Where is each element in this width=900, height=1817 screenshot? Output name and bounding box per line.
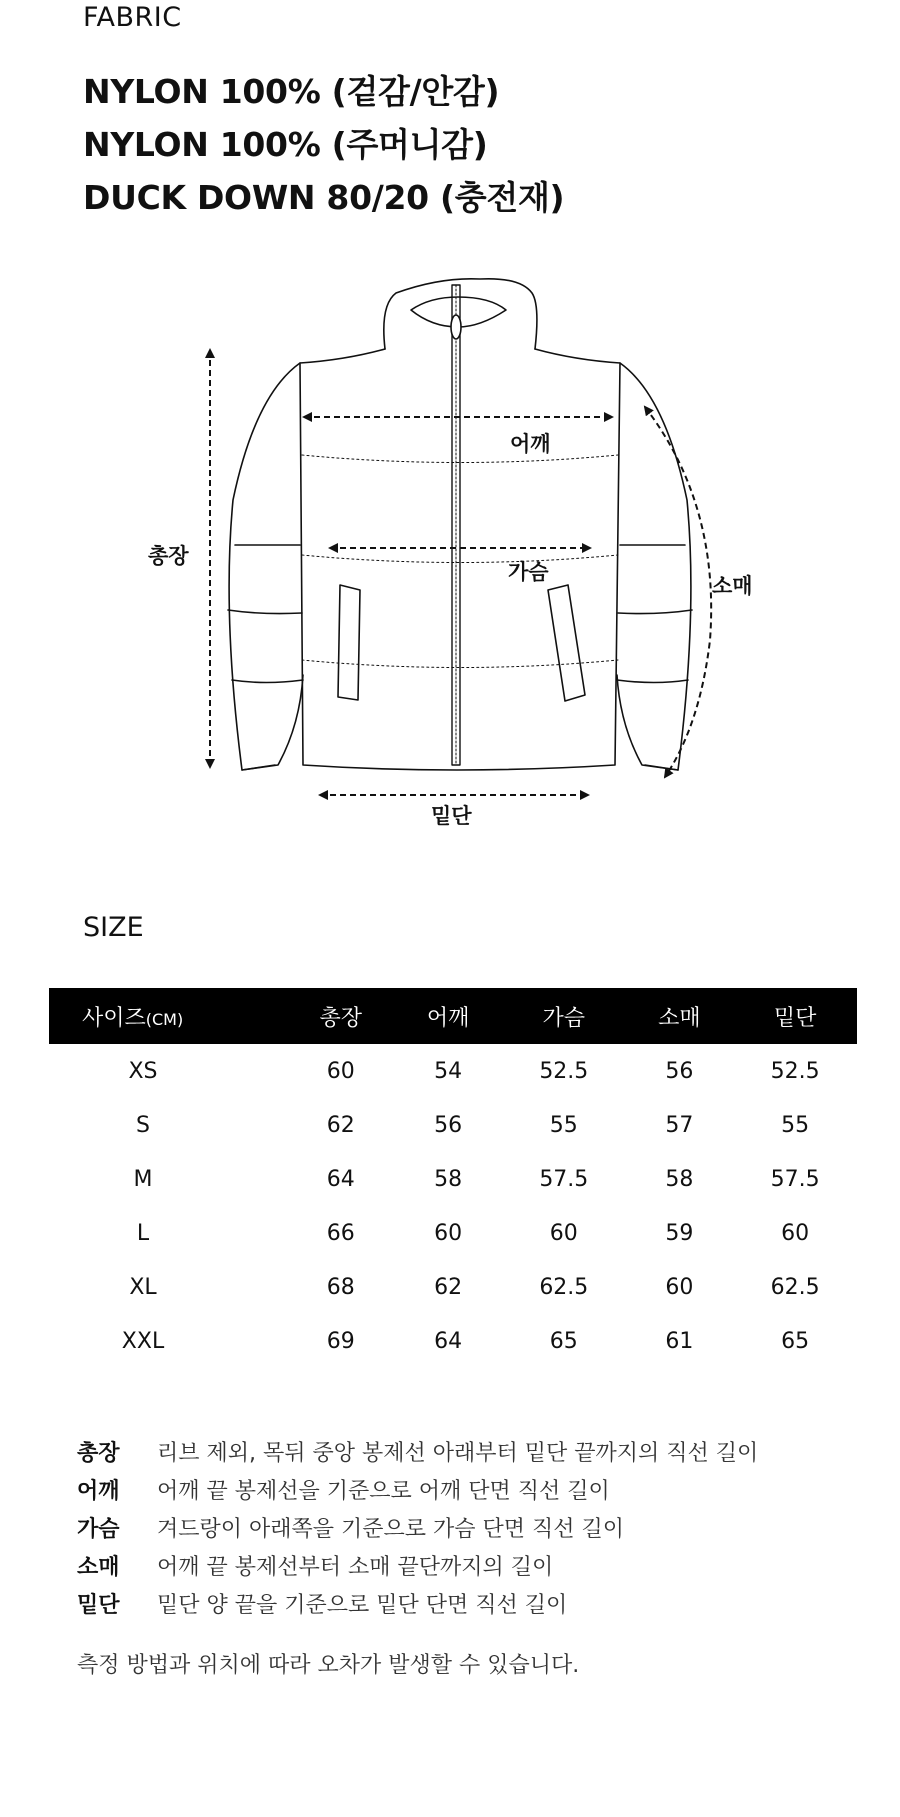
table-cell: 64 [326, 1166, 355, 1192]
table-cell: 60 [434, 1220, 463, 1246]
note-description: 어깨 끝 봉제선을 기준으로 어깨 단면 직선 길이 [157, 1478, 610, 1504]
table-cell: 57 [665, 1112, 694, 1138]
table-cell: 56 [434, 1112, 463, 1138]
table-cell: 69 [326, 1328, 355, 1354]
size-table [49, 988, 857, 1368]
table-cell: 64 [434, 1328, 463, 1354]
column-header-total-length: 총장 [287, 988, 394, 1044]
table-cell: 66 [326, 1220, 355, 1246]
size-table-header-row [49, 988, 857, 1044]
measurement-notes [77, 1432, 857, 1622]
size-cell: M [133, 1166, 153, 1192]
table-cell: 57.5 [770, 1166, 820, 1192]
column-header-hem: 밑단 [733, 988, 857, 1044]
table-cell: 62 [326, 1112, 355, 1138]
size-heading: SIZE [83, 912, 144, 943]
note-row-sleeve [77, 1546, 857, 1584]
table-cell: 59 [665, 1220, 694, 1246]
table-cell: 55 [549, 1112, 578, 1138]
table-row [49, 1098, 857, 1152]
table-cell: 60 [326, 1058, 355, 1084]
table-row [49, 1044, 857, 1098]
hem-label: 밑단 [431, 804, 472, 828]
table-cell: 60 [665, 1274, 694, 1300]
total-length-label: 총장 [148, 544, 189, 568]
measurement-diagram [0, 255, 900, 855]
table-cell: 62.5 [539, 1274, 589, 1300]
table-cell: 55 [781, 1112, 810, 1138]
column-header-chest: 가슴 [502, 988, 626, 1044]
table-cell: 62.5 [770, 1274, 820, 1300]
fabric-heading: FABRIC [83, 2, 182, 33]
table-cell: 52.5 [539, 1058, 589, 1084]
table-cell: 62 [434, 1274, 463, 1300]
table-cell: 54 [434, 1058, 463, 1084]
note-term: 밑단 [77, 1592, 120, 1618]
note-row-total-length [77, 1432, 857, 1470]
note-description: 밑단 양 끝을 기준으로 밑단 단면 직선 길이 [157, 1592, 568, 1618]
chest-label: 가슴 [508, 560, 549, 584]
size-cell: L [136, 1220, 150, 1246]
table-cell: 68 [326, 1274, 355, 1300]
note-row-shoulder [77, 1470, 857, 1508]
table-cell: 61 [665, 1328, 694, 1354]
fabric-line-filling: DUCK DOWN 80/20 (충전재) [83, 178, 565, 217]
note-term: 소매 [77, 1554, 120, 1580]
table-cell: 57.5 [539, 1166, 589, 1192]
size-cell: XXL [121, 1328, 165, 1354]
note-term: 총장 [77, 1440, 120, 1466]
note-description: 리브 제외, 목뒤 중앙 봉제선 아래부터 밑단 끝까지의 직선 길이 [157, 1440, 759, 1466]
column-header-shoulder: 어깨 [394, 988, 501, 1044]
table-cell: 58 [665, 1166, 694, 1192]
size-cell: XL [129, 1274, 157, 1300]
table-cell: 52.5 [770, 1058, 820, 1084]
table-cell: 56 [665, 1058, 694, 1084]
note-term: 어깨 [77, 1478, 120, 1504]
table-row [49, 1152, 857, 1206]
table-row [49, 1314, 857, 1368]
size-cell: XS [128, 1058, 158, 1084]
note-row-hem [77, 1584, 857, 1622]
size-column-header: 사이즈(CM) [49, 988, 287, 1044]
size-cell: S [136, 1112, 150, 1138]
table-cell: 65 [549, 1328, 578, 1354]
note-description: 겨드랑이 아래쪽을 기준으로 가슴 단면 직선 길이 [157, 1516, 625, 1542]
table-cell: 60 [781, 1220, 810, 1246]
table-row [49, 1206, 857, 1260]
column-header-sleeve: 소매 [626, 988, 733, 1044]
table-cell: 65 [781, 1328, 810, 1354]
fabric-line-pocket: NYLON 100% (주머니감) [83, 125, 488, 164]
note-row-chest [77, 1508, 857, 1546]
note-description: 어깨 끝 봉제선부터 소매 끝단까지의 길이 [157, 1554, 554, 1580]
shoulder-label: 어깨 [510, 432, 551, 456]
table-row [49, 1260, 857, 1314]
measurement-disclaimer: 측정 방법과 위치에 따라 오차가 발생할 수 있습니다. [77, 1653, 580, 1678]
sleeve-label: 소매 [712, 574, 753, 598]
table-cell: 58 [434, 1166, 463, 1192]
note-term: 가슴 [77, 1516, 120, 1542]
fabric-line-shell: NYLON 100% (겉감/안감) [83, 72, 500, 111]
padded-jacket-icon [228, 279, 692, 770]
table-cell: 60 [549, 1220, 578, 1246]
